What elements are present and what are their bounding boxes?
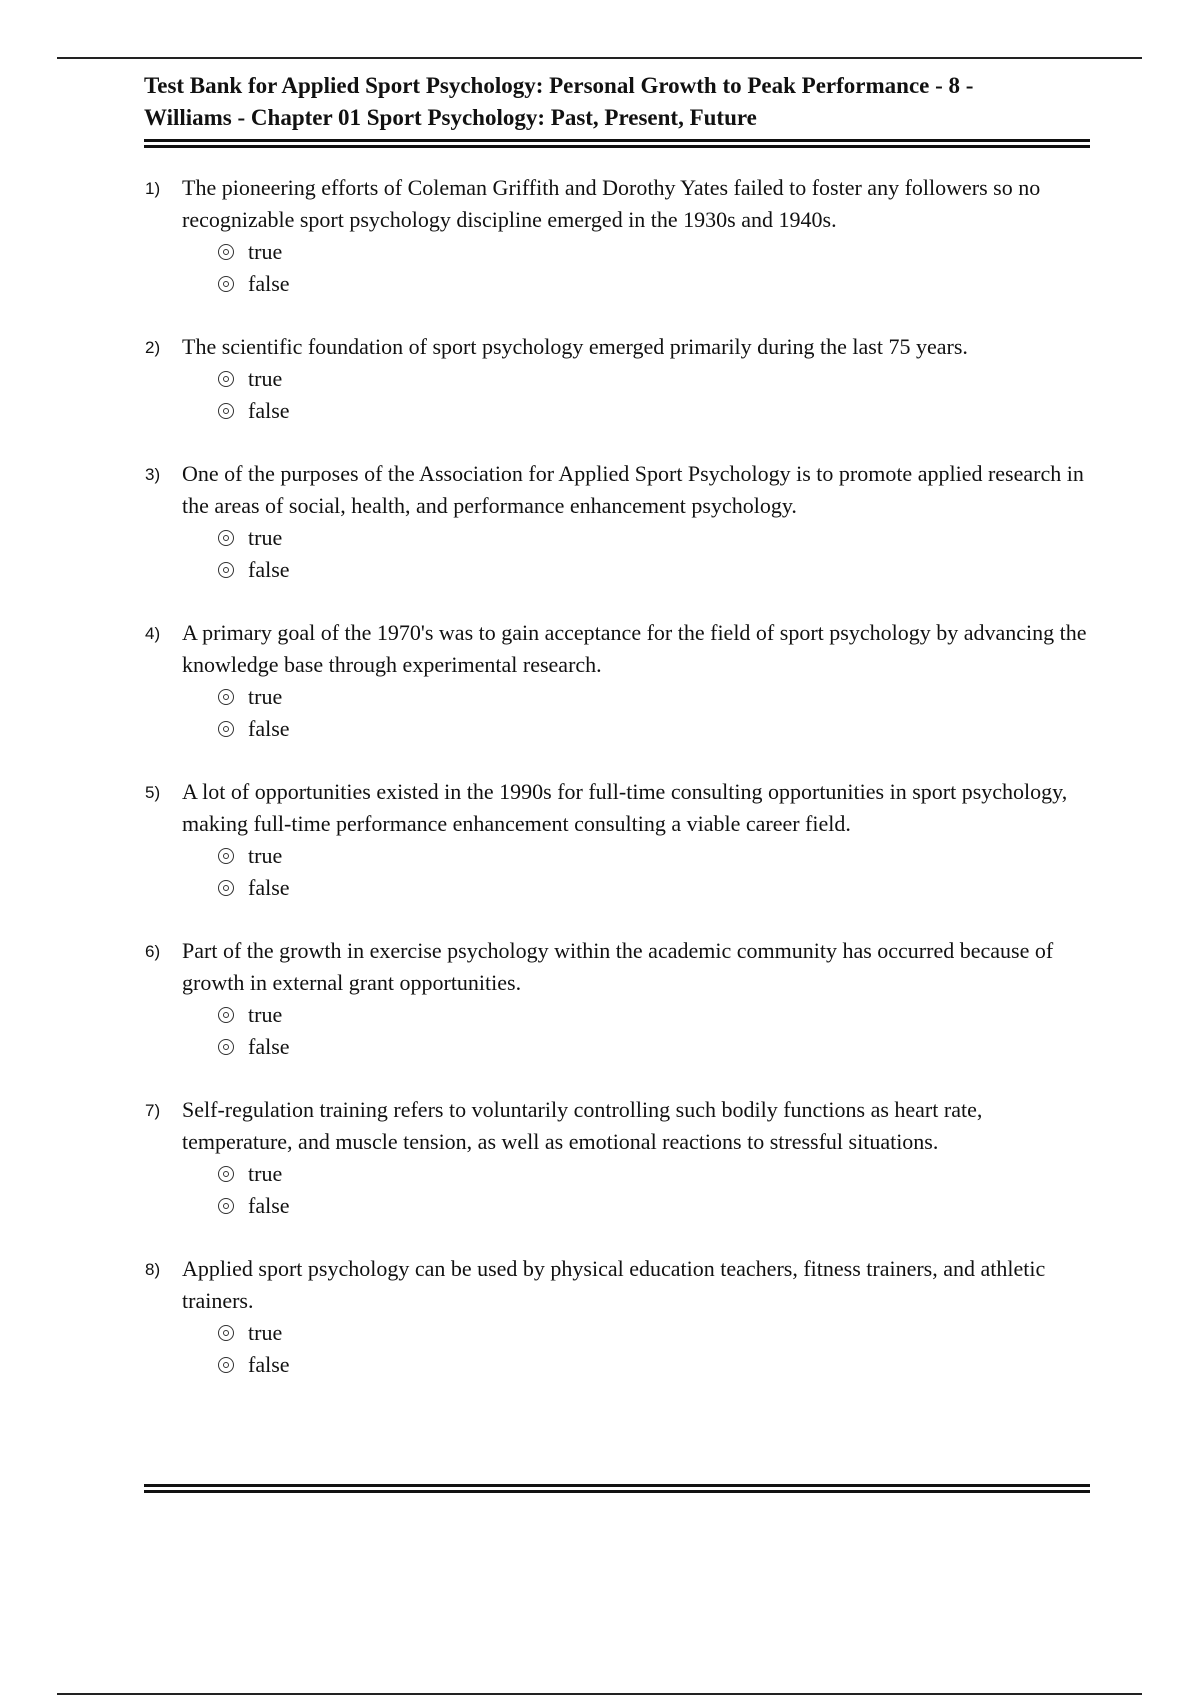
radio-button-icon[interactable] (218, 244, 234, 260)
question-item (144, 1094, 1090, 1253)
test-bank-document (144, 70, 1090, 1412)
question-item (144, 617, 1090, 776)
question-text: The pioneering efforts of Coleman Griffith and Dorothy Yates failed to foster any followers so no recognizable sport psychology discipline emerged in the 1930s and 1940s. (182, 175, 1041, 232)
question-item (144, 331, 1090, 458)
option-false[interactable] (218, 395, 1090, 427)
footer-divider (144, 1484, 1090, 1493)
option-true[interactable] (218, 840, 1090, 872)
option-false[interactable] (218, 713, 1090, 745)
option-true[interactable] (218, 236, 1090, 268)
question-item (144, 776, 1090, 935)
option-label: true (248, 843, 283, 868)
question-text: Applied sport psychology can be used by physical education teachers, fitness trainers, and athletic trainers. (182, 1256, 1046, 1313)
question-item (144, 1253, 1090, 1412)
question-number: 6) (145, 942, 161, 961)
document-title-line-1: Test Bank for Applied Sport Psychology: Personal Growth to Peak Performance - 8 - (144, 73, 974, 98)
option-true[interactable] (218, 522, 1090, 554)
question-item (144, 458, 1090, 617)
option-label: true (248, 1002, 283, 1027)
option-false[interactable] (218, 872, 1090, 904)
option-label: false (248, 875, 290, 900)
radio-button-icon[interactable] (218, 562, 234, 578)
answer-options (218, 236, 1090, 300)
title-divider (144, 139, 1090, 148)
document-title (144, 70, 1090, 134)
option-label: false (248, 1193, 290, 1218)
radio-button-icon[interactable] (218, 1325, 234, 1341)
option-label: false (248, 557, 290, 582)
question-number: 3) (145, 465, 161, 484)
question-number: 7) (145, 1101, 161, 1120)
radio-button-icon[interactable] (218, 848, 234, 864)
option-true[interactable] (218, 681, 1090, 713)
question-list (144, 172, 1090, 1412)
question-text: A primary goal of the 1970's was to gain acceptance for the field of sport psychology by advancing the knowledge base through experimental research. (182, 620, 1087, 677)
question-item (144, 172, 1090, 331)
radio-button-icon[interactable] (218, 276, 234, 292)
answer-options (218, 522, 1090, 586)
radio-button-icon[interactable] (218, 1198, 234, 1214)
option-label: false (248, 716, 290, 741)
option-true[interactable] (218, 363, 1090, 395)
question-text: The scientific foundation of sport psychology emerged primarily during the last 75 years. (182, 334, 968, 359)
option-label: true (248, 1161, 283, 1186)
question-number: 4) (145, 624, 161, 643)
answer-options (218, 999, 1090, 1063)
option-false[interactable] (218, 1190, 1090, 1222)
radio-button-icon[interactable] (218, 1166, 234, 1182)
question-text: Part of the growth in exercise psychology within the academic community has occurred because of growth in external grant opportunities. (182, 938, 1054, 995)
option-label: false (248, 1352, 290, 1377)
option-false[interactable] (218, 1031, 1090, 1063)
option-label: false (248, 1034, 290, 1059)
radio-button-icon[interactable] (218, 721, 234, 737)
radio-button-icon[interactable] (218, 1357, 234, 1373)
question-number: 2) (145, 338, 161, 357)
page-top-rule (57, 57, 1142, 59)
option-label: true (248, 684, 283, 709)
answer-options (218, 363, 1090, 427)
option-label: false (248, 271, 290, 296)
question-text: A lot of opportunities existed in the 1990s for full-time consulting opportunities in sport psychology, making full-time performance enhancement consulting a viable career field. (182, 779, 1068, 836)
answer-options (218, 1317, 1090, 1381)
question-number: 8) (145, 1260, 161, 1279)
radio-button-icon[interactable] (218, 880, 234, 896)
question-number: 5) (145, 783, 161, 802)
answer-options (218, 681, 1090, 745)
option-label: true (248, 1320, 283, 1345)
radio-button-icon[interactable] (218, 1007, 234, 1023)
option-false[interactable] (218, 1349, 1090, 1381)
option-true[interactable] (218, 999, 1090, 1031)
option-false[interactable] (218, 268, 1090, 300)
radio-button-icon[interactable] (218, 371, 234, 387)
answer-options (218, 1158, 1090, 1222)
radio-button-icon[interactable] (218, 403, 234, 419)
question-number: 1) (145, 179, 161, 198)
option-label: false (248, 398, 290, 423)
option-true[interactable] (218, 1317, 1090, 1349)
question-item (144, 935, 1090, 1094)
option-label: true (248, 525, 283, 550)
option-true[interactable] (218, 1158, 1090, 1190)
option-label: true (248, 366, 283, 391)
question-text: One of the purposes of the Association for Applied Sport Psychology is to promote applied research in the areas of social, health, and performance enhancement psychology. (182, 461, 1084, 518)
radio-button-icon[interactable] (218, 530, 234, 546)
option-false[interactable] (218, 554, 1090, 586)
option-label: true (248, 239, 283, 264)
document-title-line-2: Williams - Chapter 01 Sport Psychology: Past, Present, Future (144, 105, 757, 130)
radio-button-icon[interactable] (218, 1039, 234, 1055)
radio-button-icon[interactable] (218, 689, 234, 705)
answer-options (218, 840, 1090, 904)
question-text: Self-regulation training refers to voluntarily controlling such bodily functions as heart rate, temperature, and muscle tension, as well as emotional reactions to stressful situations. (182, 1097, 983, 1154)
page-bottom-rule (57, 1693, 1142, 1695)
